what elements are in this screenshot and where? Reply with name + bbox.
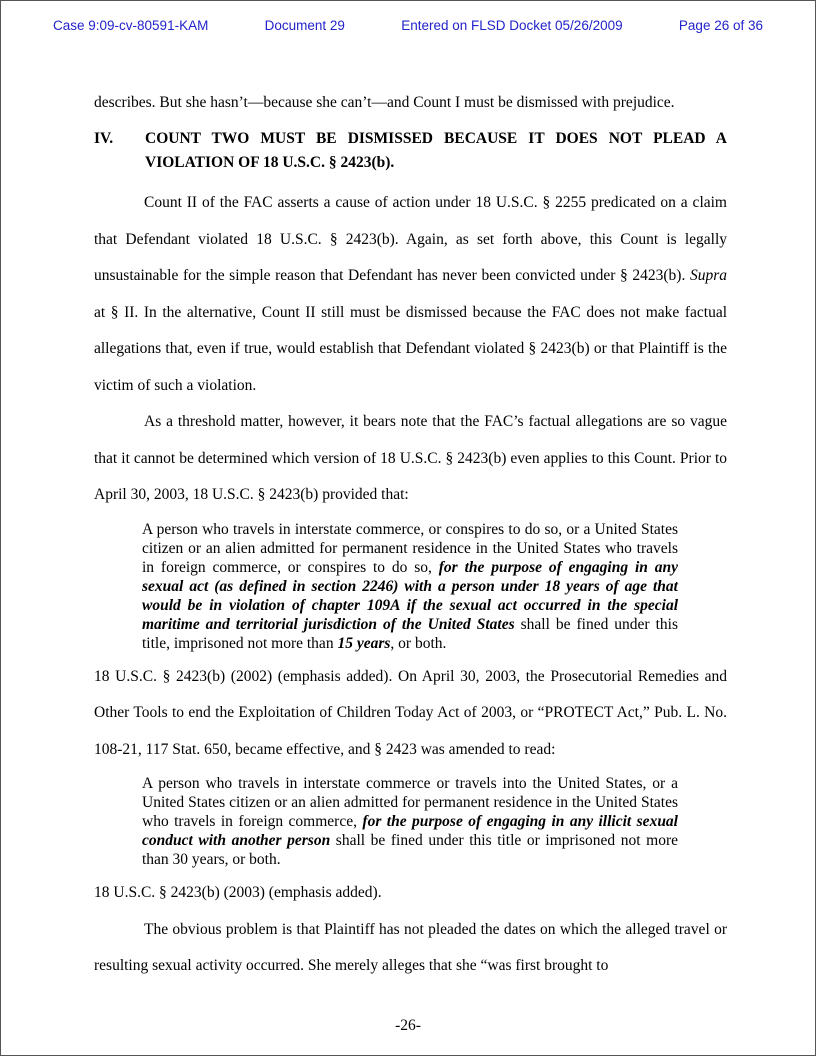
paragraph-threshold-matter: As a threshold matter, however, it bears note that the FAC’s factual allegations are so vague that it cannot be determined which version of 18 U.S.C. § 2423(b) even applies to this Count. Prior to April 30, 2003, 18 U.S.C. § 2423(b) provided that: — [94, 413, 727, 503]
emphasized-statute-text: for the purpose of engaging in any illicit sexual conduct with another person — [142, 813, 678, 849]
carryover-sentence: describes. But she hasn’t—because she can’t—and Count I must be dismissed with prejudice. — [94, 94, 675, 111]
statute-blockquote-2002 — [142, 520, 678, 653]
section-heading-number: IV. — [94, 130, 114, 147]
document-number: Document 29 — [264, 18, 345, 33]
document-body — [94, 85, 727, 985]
paragraph-count-two-intro — [94, 185, 727, 404]
citation-2003: 18 U.S.C. § 2423(b) (2003) (emphasis added). — [94, 884, 382, 901]
quote-segment: A person who travels in interstate commerce, or conspires to do so, or a United States citizen or an alien admitted for permanent residence in the United States who travels in foreign commerce, or conspires to do so, — [142, 520, 678, 576]
citation-2002-and-protect-act: 18 U.S.C. § 2423(b) (2002) (emphasis added). On April 30, 2003, the Prosecutorial Remedies and Other Tools to end the Exploitation of Children Today Act of 2003, or “PROTECT Act,” Pub. L. No. 108-21, 117 Stat. 650, became effective, and § 2423 was amended to read: — [94, 667, 727, 758]
quote-segment: shall be fined under this title, imprisoned not more than — [142, 615, 678, 652]
paragraph-segment: Count II of the FAC asserts a cause of action under 18 U.S.C. § 2255 predicated on a claim that Defendant violated 18 U.S.C. § 2423(b). Again, as set forth above, this Count is legally unsustainable for the simple reason that Defendant has never been convicted under § 2423(b). — [94, 194, 727, 284]
section-heading — [94, 127, 727, 175]
italic-citation-supra: Supra — [689, 267, 727, 284]
quote-segment: , or both. — [390, 634, 447, 652]
docket-stamp-header — [1, 1, 815, 33]
page-count-label: Page 26 of 36 — [678, 18, 763, 33]
paragraph-obvious-problem: The obvious problem is that Plaintiff has not pleaded the dates on which the alleged travel or resulting sexual activity occurred. She merely alleges that she “was first brought to — [94, 920, 727, 974]
quote-segment: shall be fined under this title or imprisoned not more than 30 years, or both. — [142, 832, 678, 868]
quote-segment: A person who travels in interstate commerce or travels into the United States, or a United States citizen or an alien admitted for permanent residence in the United States who travels in foreign commerce, — [142, 775, 678, 830]
emphasized-penalty-text: 15 years — [337, 634, 391, 652]
page-number-footer: -26- — [395, 1017, 421, 1034]
docket-entry-date: Entered on FLSD Docket 05/26/2009 — [401, 18, 623, 33]
case-number: Case 9:09-cv-80591-KAM — [53, 18, 209, 33]
emphasized-statute-text: for the purpose of engaging in any sexual act (as defined in section 2246) with a person under 18 years of age that would be in violation of chapter 109A if the sexual act occurred in the special maritime and territorial jurisdiction of the United States — [142, 558, 678, 633]
section-heading-text: COUNT TWO MUST BE DISMISSED BECAUSE IT DOES NOT PLEAD A VIOLATION OF 18 U.S.C. § 2423(b). — [145, 130, 727, 171]
paragraph-segment: at § II. In the alternative, Count II still must be dismissed because the FAC does not make factual allegations that, even if true, would establish that Defendant violated § 2423(b) or that Plaintiff is the victim of such a violation. — [94, 303, 727, 394]
statute-blockquote-2003 — [142, 774, 678, 869]
